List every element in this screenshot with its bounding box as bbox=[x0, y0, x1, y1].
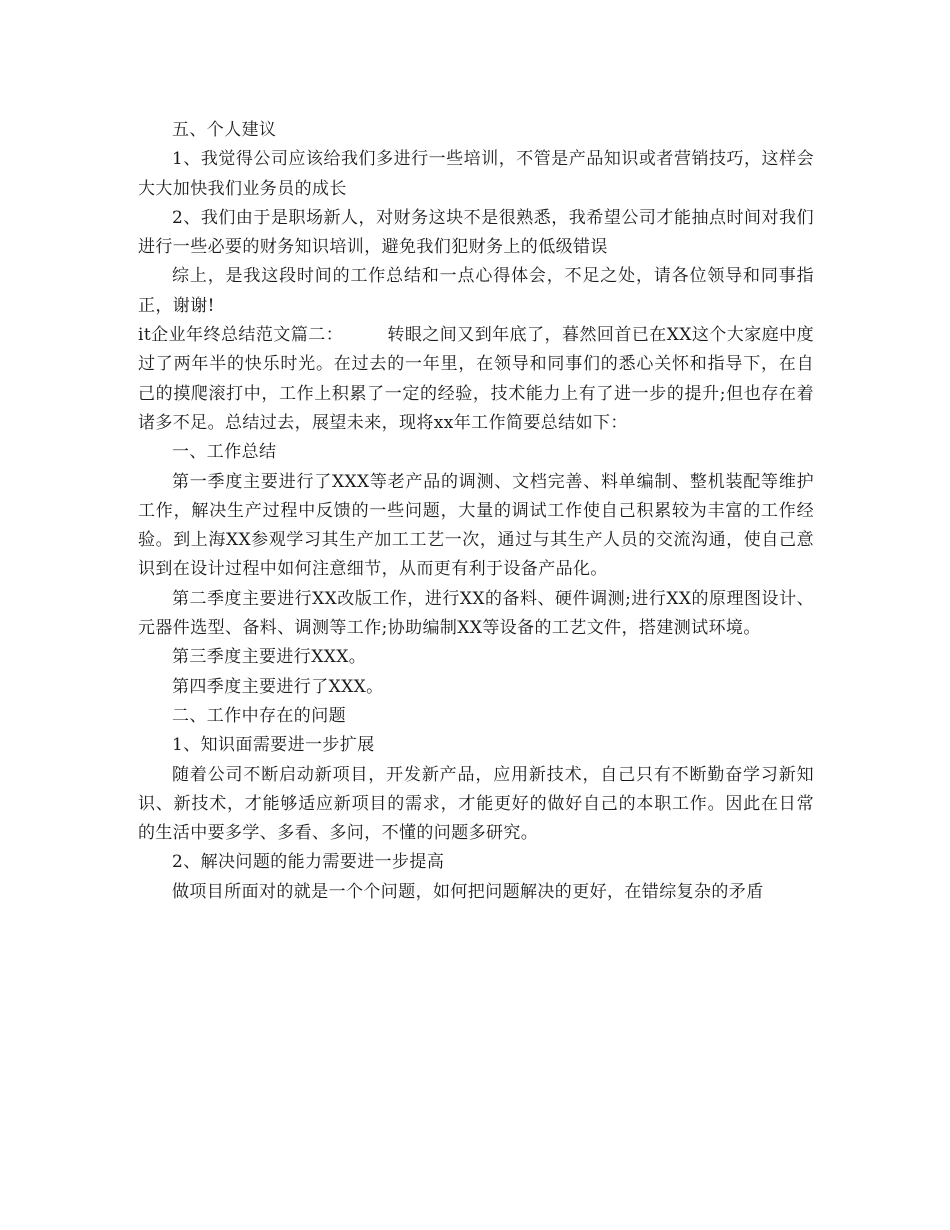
second-article-title: it企业年终总结范文篇二： bbox=[138, 325, 344, 346]
q3-paragraph: 第三季度主要进行XXX。 bbox=[172, 647, 367, 668]
heading-problems: 二、工作中存在的问题 bbox=[172, 705, 346, 726]
q1-paragraph: 第一季度主要进行了XXX等老产品的调测、文档完善、料单编制、整机装配等维护工作，解决生产过程中反馈的一些问题，大量的调试工作使自己积累较为丰富的工作经验。到上海XX参观学习其生产加工工艺一次，通过与其生产人员的交流沟通，使自己意识到在设计过程中如何注意细节，从而更有利于设备产品化。 bbox=[138, 471, 814, 580]
suggestion-paragraph-2: 2、我们由于是职场新人，对财务这块不是很熟悉，我希望公司才能抽点时间对我们进行一些必要的财务知识培训，避免我们犯财务上的低级错误 bbox=[138, 207, 814, 258]
heading-work-summary: 一、工作总结 bbox=[172, 442, 277, 463]
problem-solving-paragraph: 做项目所面对的就是一个个问题，如何把问题解决的更好，在错综复杂的矛盾 bbox=[172, 881, 764, 902]
subheading-problem-solving: 2、解决问题的能力需要进一步提高 bbox=[172, 852, 445, 873]
subheading-knowledge: 1、知识面需要进一步扩展 bbox=[172, 735, 375, 756]
q2-paragraph: 第二季度主要进行XX改版工作，进行XX的备料、硬件调测;进行XX的原理图设计、元器件选型、备料、调测等工作;协助编制XX等设备的工艺文件，搭建测试环境。 bbox=[138, 588, 814, 639]
knowledge-paragraph: 随着公司不断启动新项目，开发新产品，应用新技术，自己只有不断勤奋学习新知识、新技术，才能够适应新项目的需求，才能更好的做好自己的本职工作。因此在日常的生活中要多学、多看、多问，不懂的问题多研究。 bbox=[138, 764, 814, 844]
heading-personal-suggestions: 五、个人建议 bbox=[172, 120, 277, 140]
second-article-intro-block bbox=[138, 321, 814, 438]
second-article-intro: 转眼之间又到年底了，暮然回首已在XX这个大家庭中度过了两年半的快乐时光。在过去的一年里，在领导和同事们的悉心关怀和指导下，在自己的摸爬滚打中，工作上积累了一定的经验，技术能力上有了进一步的提升;但也存在着诸多不足。总结过去，展望未来，现将xx年工作简要总结如下： bbox=[138, 325, 814, 433]
conclusion-paragraph: 综上，是我这段时间的工作总结和一点心得体会，不足之处，请各位领导和同事指正，谢谢! bbox=[138, 266, 814, 316]
q4-paragraph: 第四季度主要进行了XXX。 bbox=[172, 676, 384, 697]
suggestion-paragraph-1: 1、我觉得公司应该给我们多进行一些培训，不管是产品知识或者营销技巧，这样会大大加快我们业务员的成长 bbox=[138, 149, 814, 199]
document-body bbox=[138, 116, 814, 907]
